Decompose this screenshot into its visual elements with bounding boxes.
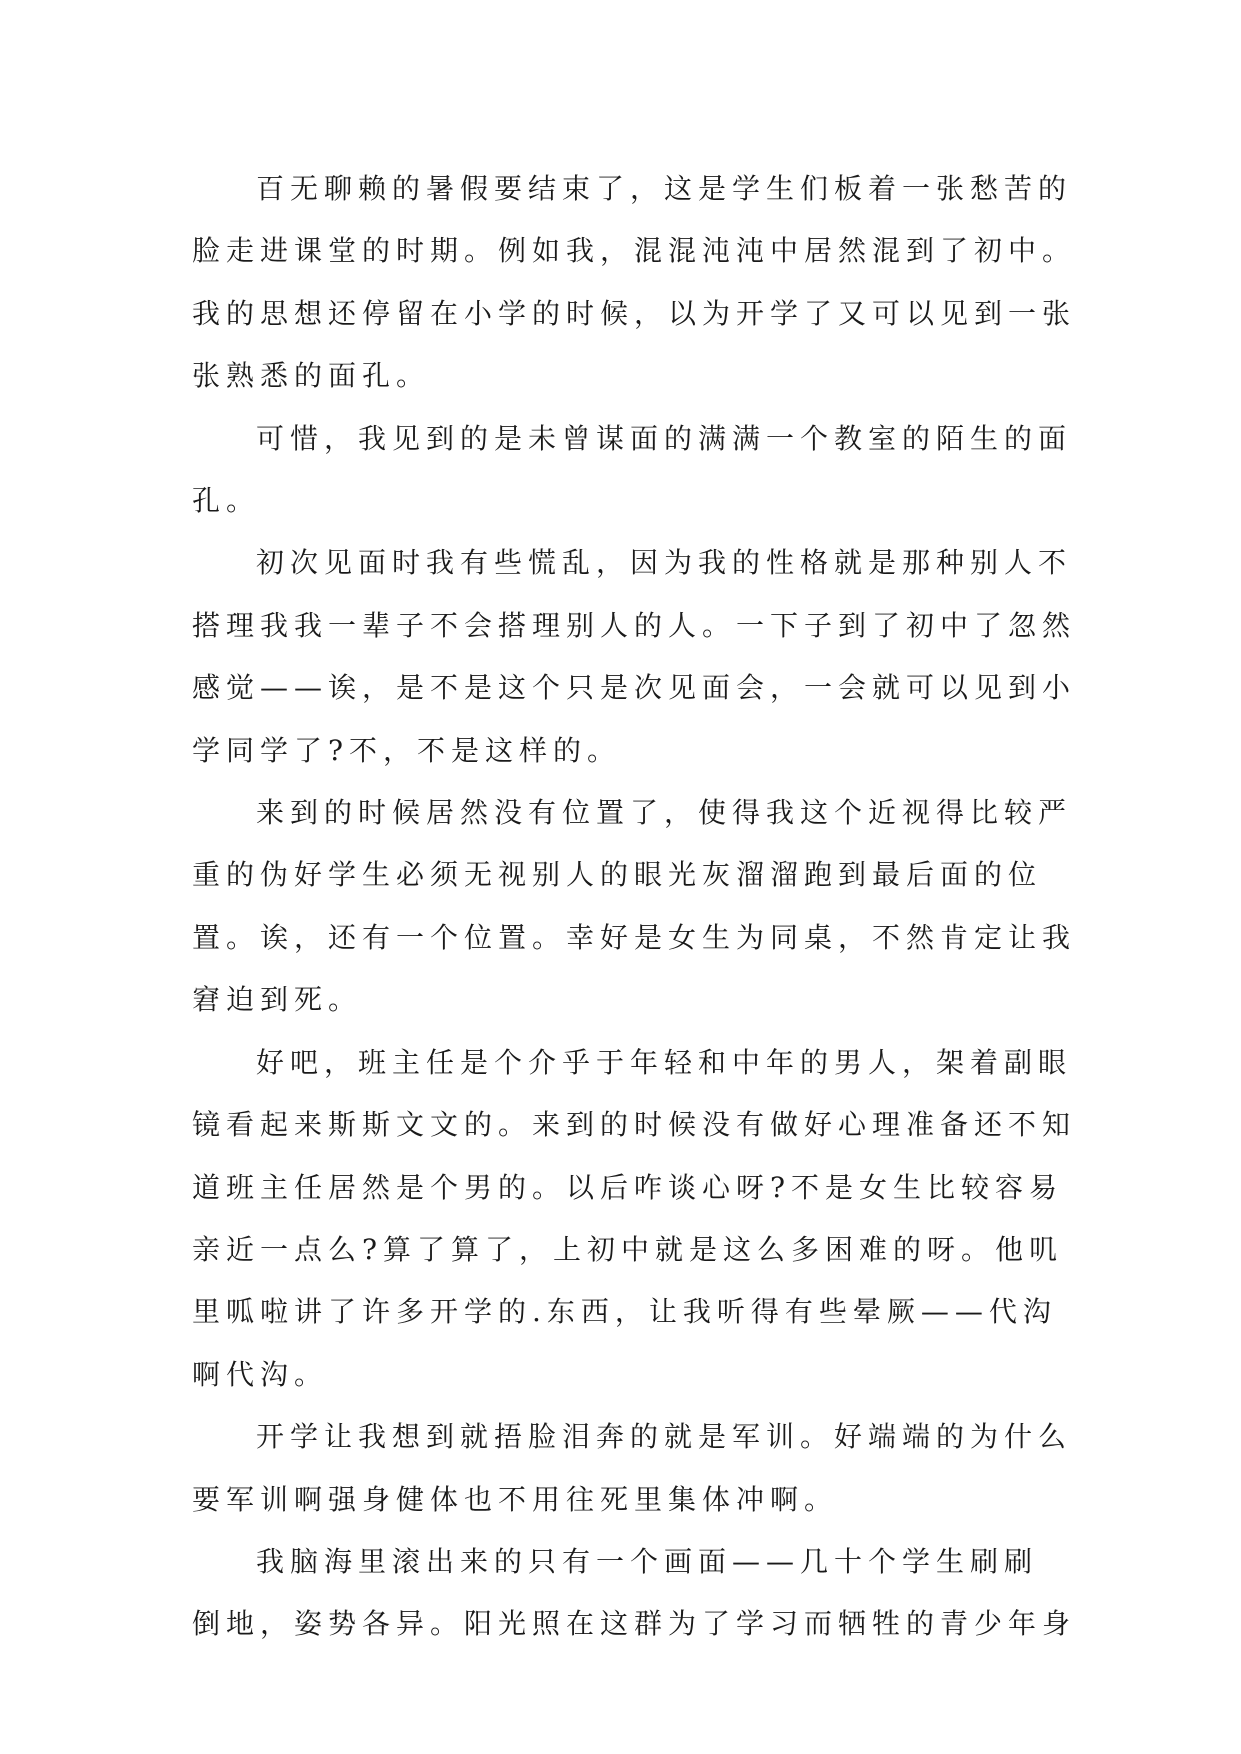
- paragraph-7: [192, 1531, 1077, 1656]
- paragraph-line: 脸走进课堂的时期。例如我，混混沌沌中居然混到了初中。: [192, 234, 1077, 268]
- paragraph-4: [192, 782, 1077, 1032]
- paragraph-line: 我脑海里滚出来的只有一个画面——几十个学生刷刷: [256, 1544, 1039, 1578]
- paragraph-line: 搭理我我一辈子不会搭理别人的人。一下子到了初中了忽然: [192, 608, 1077, 642]
- paragraph-5: [192, 1032, 1077, 1406]
- paragraph-line: 百无聊赖的暑假要结束了，这是学生们板着一张愁苦的: [256, 172, 1073, 205]
- paragraph-line: 啊代沟。: [192, 1357, 329, 1391]
- document-body: [192, 158, 1077, 1656]
- paragraph-2: [192, 408, 1073, 533]
- paragraph-line: 亲近一点么?算了算了，上初中就是这么多困难的呀。他叽: [192, 1232, 1064, 1266]
- paragraph-line: 我的思想还停留在小学的时候，以为开学了又可以见到一张: [192, 296, 1077, 330]
- paragraph-line: 初次见面时我有些慌乱，因为我的性格就是那种别人不: [256, 546, 1073, 580]
- paragraph-1: [192, 158, 1077, 408]
- paragraph-line: 要军训啊强身健体也不用往死里集体冲啊。: [192, 1482, 839, 1516]
- paragraph-line: 窘迫到死。: [192, 983, 363, 1017]
- paragraph-line: 来到的时候居然没有位置了，使得我这个近视得比较严: [256, 796, 1073, 830]
- paragraph-line: 里呱啦讲了许多开学的.东西，让我听得有些晕厥——代沟: [192, 1295, 1057, 1329]
- paragraph-line: 置。诶，还有一个位置。幸好是女生为同桌，不然肯定让我: [192, 920, 1077, 954]
- paragraph-line: 开学让我想到就捂脸泪奔的就是军训。好端端的为什么: [256, 1420, 1073, 1454]
- paragraph-6: [192, 1406, 1073, 1531]
- paragraph-line: 学同学了?不，不是这样的。: [192, 733, 622, 767]
- paragraph-line: 孔。: [192, 484, 261, 518]
- paragraph-line: 重的伪好学生必须无视别人的眼光灰溜溜跑到最后面的位: [192, 858, 1043, 892]
- paragraph-3: [192, 532, 1077, 782]
- paragraph-line: 好吧，班主任是个介乎于年轻和中年的男人，架着副眼: [256, 1045, 1073, 1079]
- paragraph-line: 道班主任居然是个男的。以后咋谈心呀?不是女生比较容易: [192, 1170, 1064, 1204]
- paragraph-line: 感觉——诶，是不是这个只是次见面会，一会就可以见到小: [192, 671, 1077, 705]
- paragraph-line: 可惜，我见到的是未曾谋面的满满一个教室的陌生的面: [256, 421, 1073, 455]
- paragraph-line: 镜看起来斯斯文文的。来到的时候没有做好心理准备还不知: [192, 1108, 1077, 1142]
- paragraph-line: 张熟悉的面孔。: [192, 359, 431, 393]
- paragraph-line: 倒地，姿势各异。阳光照在这群为了学习而牺牲的青少年身: [192, 1607, 1077, 1641]
